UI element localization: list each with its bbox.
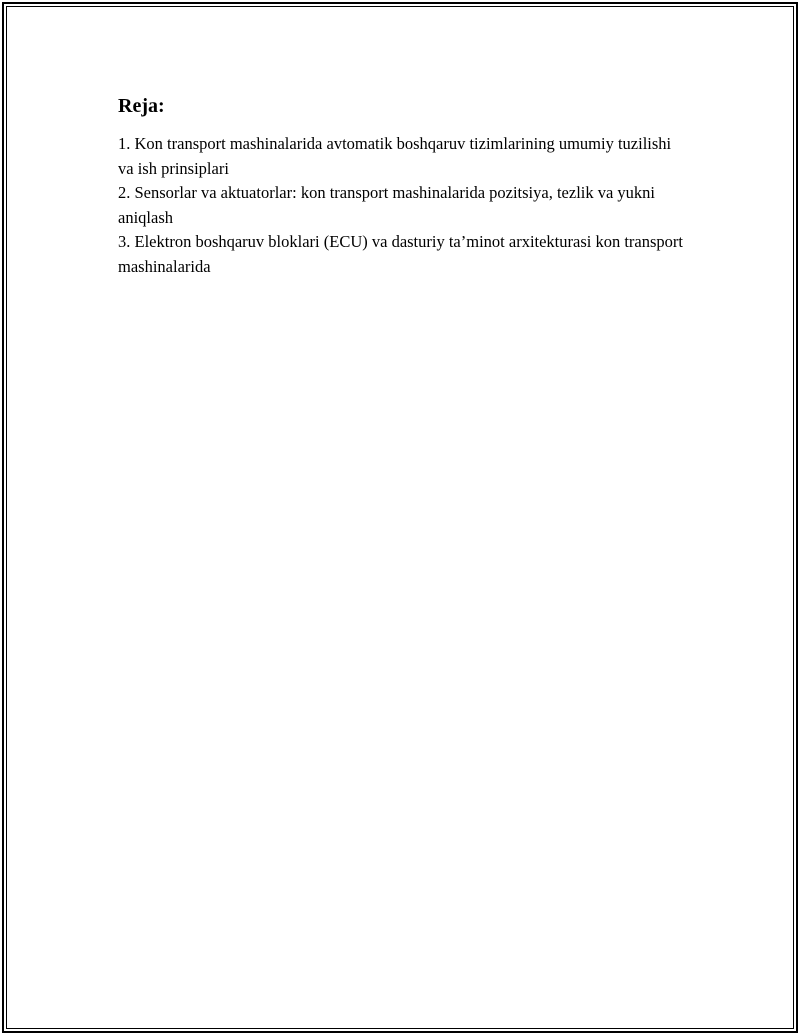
plan-list	[118, 132, 688, 279]
plan-item-3: 3. Elektron boshqaruv bloklari (ECU) va dasturiy ta’minot arxitekturasi kon transport mashinalarida	[118, 232, 683, 276]
plan-item-1: 1. Kon transport mashinalarida avtomatik boshqaruv tizimlarining umumiy tuzilishi va ish prinsiplari	[118, 134, 672, 178]
plan-heading: Reja:	[118, 95, 165, 117]
document-content	[118, 94, 688, 279]
plan-item-2: 2. Sensorlar va aktuatorlar: kon transport mashinalarida pozitsiya, tezlik va yukni aniqlash	[118, 183, 656, 227]
